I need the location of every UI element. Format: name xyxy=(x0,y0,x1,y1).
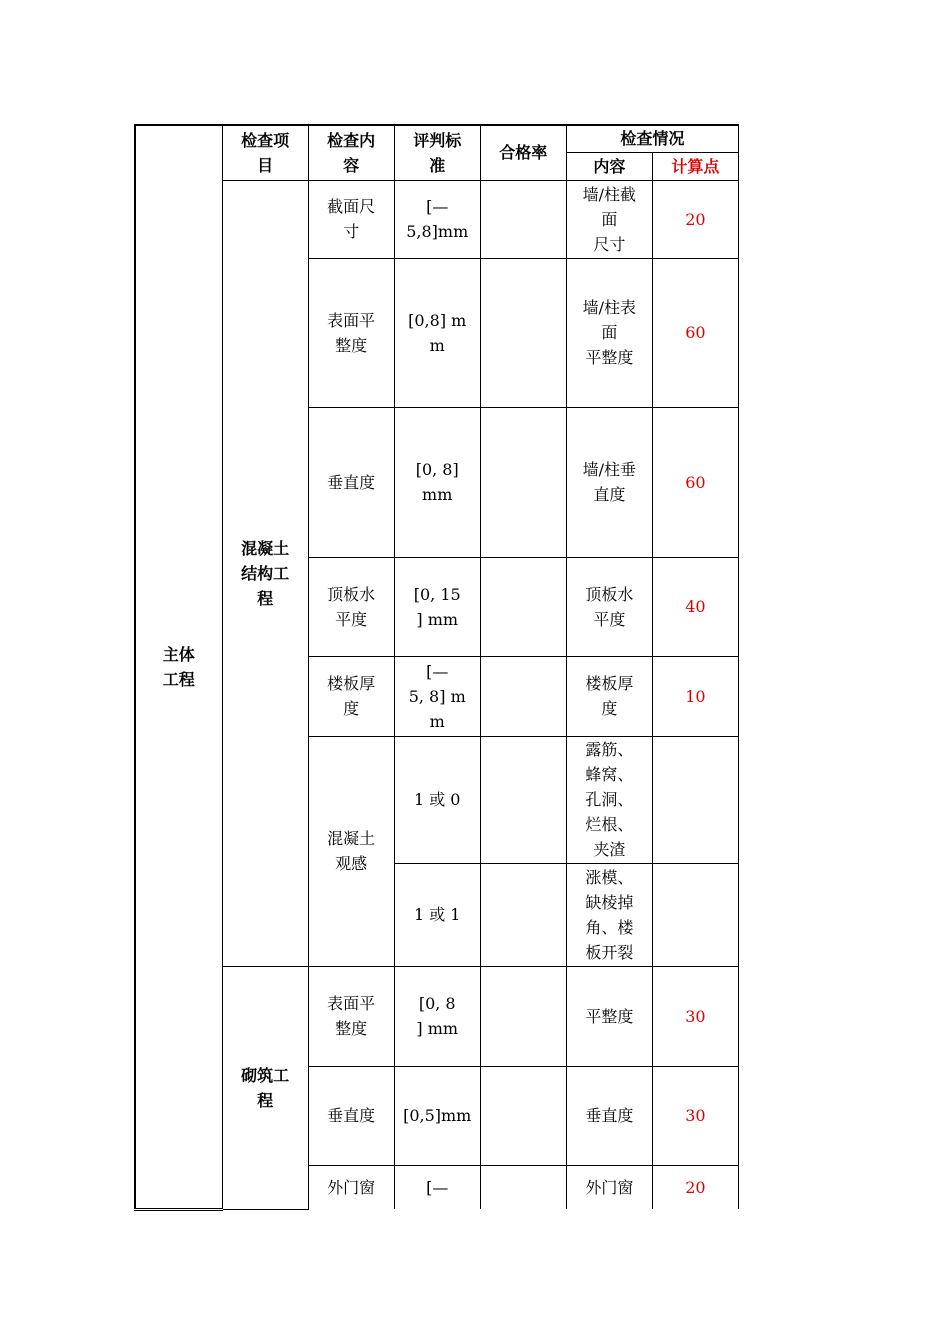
header-situation: 检查情况 xyxy=(566,125,738,152)
row-points: 30 xyxy=(652,1066,738,1165)
row-content: 垂直度 xyxy=(308,407,394,557)
header-content: 检查内 容 xyxy=(308,125,394,180)
row-content: 外门窗 xyxy=(308,1165,394,1209)
row-situation-content: 墙/柱截 面 尺寸 xyxy=(566,180,652,258)
row-pass-rate xyxy=(480,966,566,1066)
row-content: 顶板水 平度 xyxy=(308,557,394,656)
row-content: 表面平 整度 xyxy=(308,258,394,407)
row-pass-rate xyxy=(480,863,566,966)
row-situation-content: 平整度 xyxy=(566,966,652,1066)
row-pass-rate xyxy=(480,407,566,557)
row-points: 10 xyxy=(652,656,738,736)
row-points: 30 xyxy=(652,966,738,1066)
row-content: 表面平 整度 xyxy=(308,966,394,1066)
row-standard: [— 5, 8] m m xyxy=(394,656,480,736)
row-standard: [0, 8] mm xyxy=(394,407,480,557)
row-situation-content: 露筋、 蜂窝、 孔洞、 烂根、 夹渣 xyxy=(566,736,652,863)
header-calc-points: 计算点 xyxy=(652,152,738,180)
row-standard: [0, 15 ] mm xyxy=(394,557,480,656)
table-row xyxy=(135,180,739,258)
row-content: 截面尺 寸 xyxy=(308,180,394,258)
row-pass-rate xyxy=(480,656,566,736)
row-pass-rate xyxy=(480,557,566,656)
row-situation-content: 垂直度 xyxy=(566,1066,652,1165)
row-points xyxy=(652,736,738,863)
main-category-cell: 主体 工程 xyxy=(135,125,222,1209)
row-situation-content: 墙/柱表 面 平整度 xyxy=(566,258,652,407)
row-situation-content: 墙/柱垂 直度 xyxy=(566,407,652,557)
row-standard: [0,5]mm xyxy=(394,1066,480,1165)
row-standard: [0,8] m m xyxy=(394,258,480,407)
inspection-table xyxy=(134,124,739,1211)
row-situation-content: 涨模、 缺棱掉 角、楼 板开裂 xyxy=(566,863,652,966)
row-situation-content: 外门窗 xyxy=(566,1165,652,1209)
row-points xyxy=(652,863,738,966)
row-standard: [0, 8 ] mm xyxy=(394,966,480,1066)
row-pass-rate xyxy=(480,180,566,258)
row-points: 60 xyxy=(652,258,738,407)
row-pass-rate xyxy=(480,258,566,407)
group-concrete: 混凝土 结构工 程 xyxy=(222,180,308,966)
header-row-1 xyxy=(135,125,739,152)
row-standard: 1 或 0 xyxy=(394,736,480,863)
row-content: 垂直度 xyxy=(308,1066,394,1165)
row-pass-rate xyxy=(480,1066,566,1165)
row-situation-content: 顶板水 平度 xyxy=(566,557,652,656)
row-standard: [— 5,8]mm xyxy=(394,180,480,258)
row-points: 20 xyxy=(652,1165,738,1209)
row-points: 40 xyxy=(652,557,738,656)
row-points: 60 xyxy=(652,407,738,557)
table-row xyxy=(135,966,739,1066)
row-points: 20 xyxy=(652,180,738,258)
header-standard: 评判标 准 xyxy=(394,125,480,180)
header-item: 检查项 目 xyxy=(222,125,308,180)
row-pass-rate xyxy=(480,1165,566,1209)
row-content: 混凝土 观感 xyxy=(308,736,394,966)
row-situation-content: 楼板厚 度 xyxy=(566,656,652,736)
header-situation-content: 内容 xyxy=(566,152,652,180)
row-standard: [— xyxy=(394,1165,480,1209)
row-pass-rate xyxy=(480,736,566,863)
row-standard: 1 或 1 xyxy=(394,863,480,966)
row-content: 楼板厚 度 xyxy=(308,656,394,736)
group-masonry: 砌筑工 程 xyxy=(222,966,308,1209)
header-pass-rate: 合格率 xyxy=(480,125,566,180)
